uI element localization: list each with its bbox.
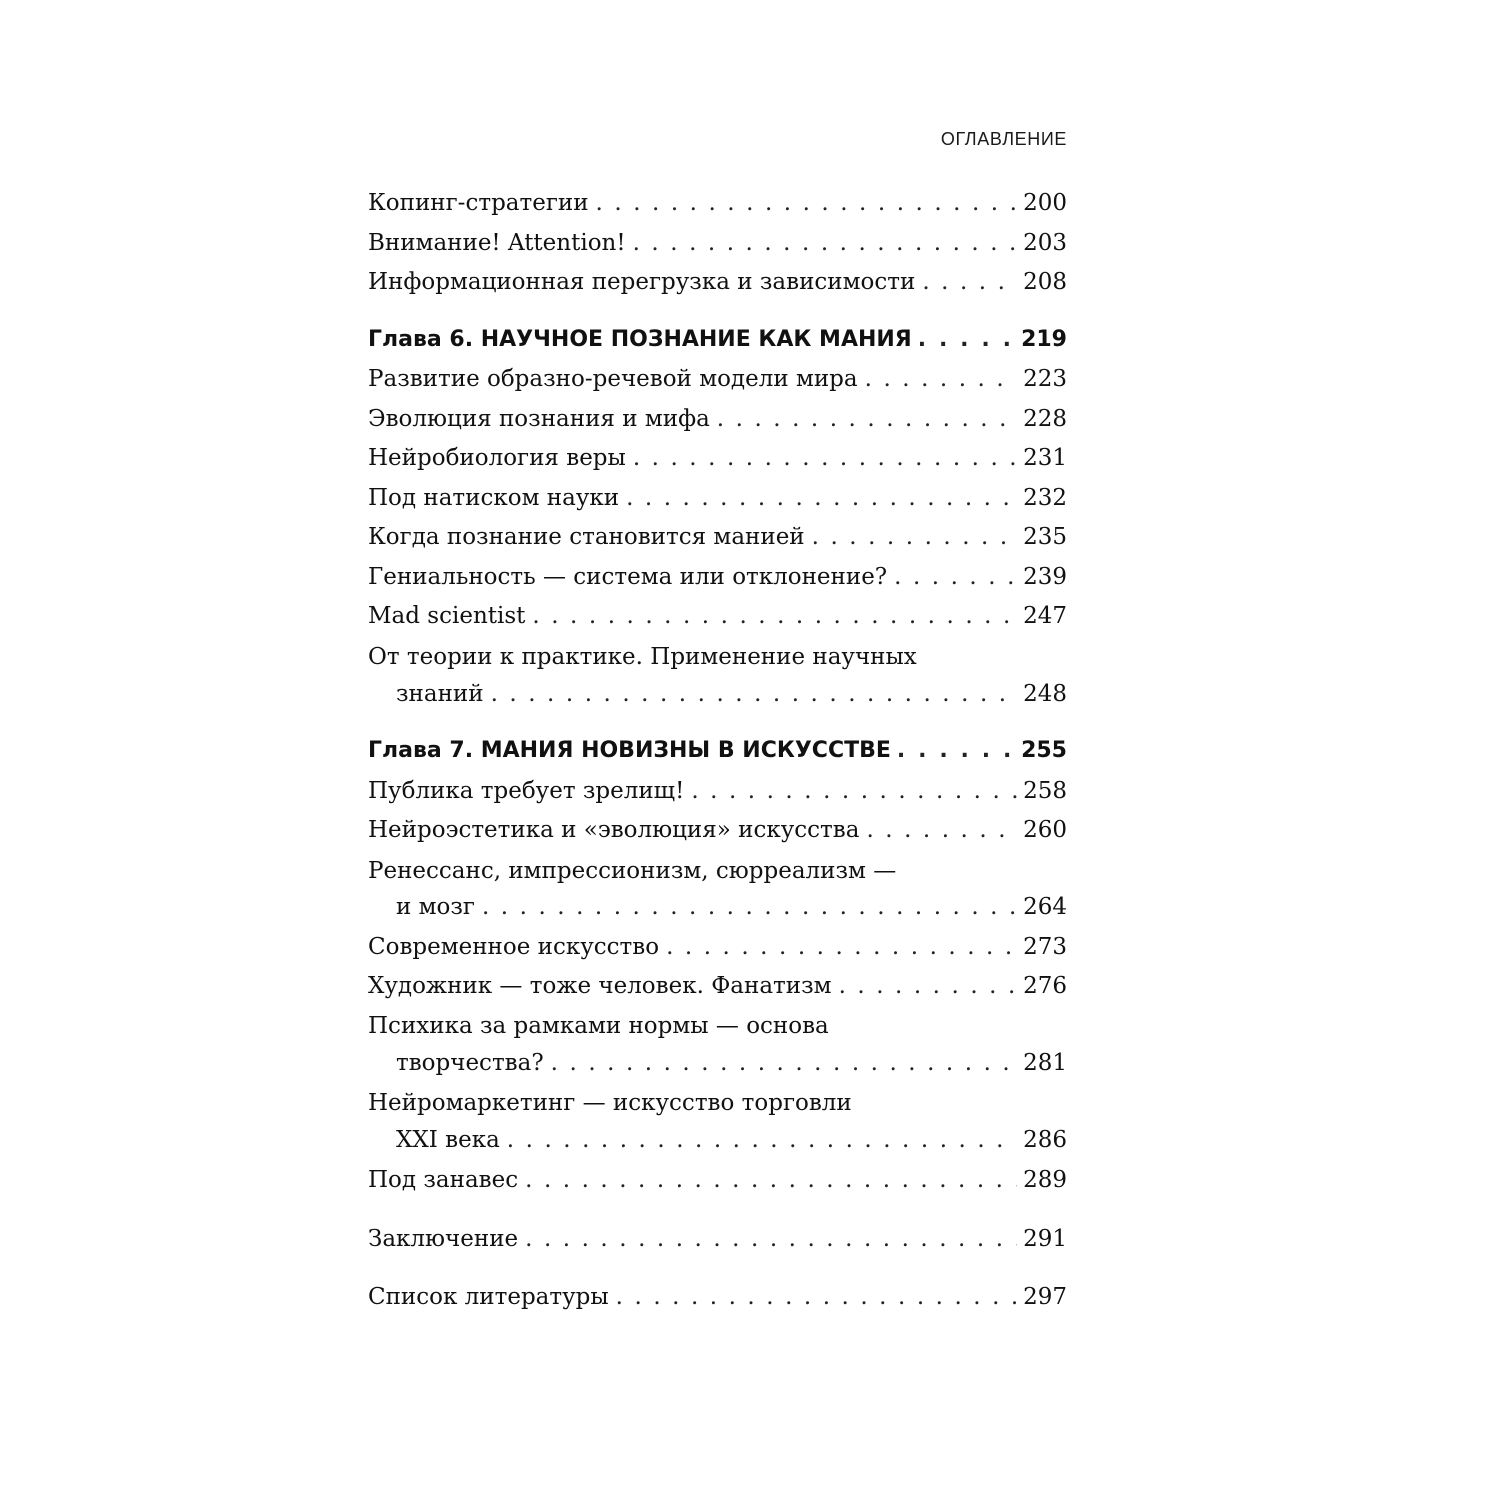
toc-entry-page: 289 <box>1023 1167 1067 1193</box>
toc-entry-title: Глава 6. НАУЧНОЕ ПОЗНАНИЕ КАК МАНИЯ <box>368 327 912 352</box>
toc-entry <box>368 562 1067 592</box>
toc-entry-title: Mad scientist <box>368 603 526 629</box>
toc-entry-page: 223 <box>1023 366 1067 392</box>
toc-entry-page: 232 <box>1023 485 1067 511</box>
toc-entry <box>368 267 1067 297</box>
toc-entry-title: Художник — тоже человек. Фанатизм <box>368 973 832 999</box>
toc-entry-title: Эволюция познания и мифа <box>368 406 710 432</box>
toc-entry-page: 258 <box>1023 778 1067 804</box>
dot-leader <box>865 364 1017 394</box>
dot-leader <box>491 679 1018 709</box>
toc-entry <box>368 601 1067 631</box>
toc-entry-page: 208 <box>1023 269 1067 295</box>
toc-entry-title: Публика требует зрелищ! <box>368 778 685 804</box>
toc-entry <box>368 483 1067 513</box>
toc-entry <box>368 1048 1067 1078</box>
toc-entry <box>368 188 1067 218</box>
dot-leader <box>897 736 1017 766</box>
toc-page <box>368 0 1067 1500</box>
toc-entry-title: Внимание! Attention! <box>368 230 626 256</box>
dot-leader <box>666 932 1017 962</box>
toc-entry-title: Глава 7. МАНИЯ НОВИЗНЫ В ИСКУССТВЕ <box>368 738 891 763</box>
toc-entry-title-line1: Ренессанс, импрессионизм, сюрреализм — <box>368 858 897 884</box>
dot-leader <box>691 776 1017 806</box>
toc-entry <box>368 522 1067 552</box>
dot-leader <box>633 228 1017 258</box>
toc-entry-page: 203 <box>1023 230 1067 256</box>
dot-leader <box>525 1224 1017 1254</box>
toc-entry-title-line2: знаний <box>396 681 484 707</box>
toc-entry-page: 281 <box>1023 1050 1067 1076</box>
toc-entry-title: Нейробиология веры <box>368 445 626 471</box>
toc-chapter-heading <box>368 736 1067 766</box>
toc-entry-title-line1: Нейромаркетинг — искусство торговли <box>368 1090 852 1116</box>
toc-entry <box>368 228 1067 258</box>
toc-entry-title: Современное искусство <box>368 934 660 960</box>
toc-entry-title: Гениальность — система или отклонение? <box>368 564 888 590</box>
toc-entry <box>368 776 1067 806</box>
toc-entry <box>368 971 1067 1001</box>
toc-entry-title-line1: Психика за рамками нормы — основа <box>368 1013 829 1039</box>
dot-leader <box>918 325 1017 355</box>
toc-entry-title: Под натиском науки <box>368 485 620 511</box>
toc-entry <box>368 1282 1067 1312</box>
toc-entry-title-line1: От теории к практике. Применение научных <box>368 644 917 670</box>
toc-entry <box>368 1224 1067 1254</box>
toc-entry-title: Список литературы <box>368 1284 609 1310</box>
dot-leader <box>596 188 1018 218</box>
toc-entry-page: 235 <box>1023 524 1067 550</box>
toc-entry-title-line2: и мозг <box>396 894 475 920</box>
dot-leader <box>482 892 1017 922</box>
toc-entry <box>368 932 1067 962</box>
toc-entry-page: 200 <box>1023 190 1067 216</box>
toc-entry <box>368 679 1067 709</box>
toc-entry <box>368 404 1067 434</box>
dot-leader <box>839 971 1018 1001</box>
toc-entry-page: 276 <box>1023 973 1067 999</box>
toc-entry <box>368 892 1067 922</box>
toc-entry-title: Заключение <box>368 1226 519 1252</box>
dot-leader <box>626 483 1017 513</box>
toc-entry <box>368 1125 1067 1155</box>
toc-entry-page: 264 <box>1023 894 1067 920</box>
toc-entry-title: Развитие образно-речевой модели мира <box>368 366 858 392</box>
toc-entry-page: 247 <box>1023 603 1067 629</box>
toc-entry-page: 239 <box>1023 564 1067 590</box>
toc-entry-title: Копинг-стратегии <box>368 190 589 216</box>
toc-entry-page: 291 <box>1023 1226 1067 1252</box>
toc-entry-page: 248 <box>1023 681 1067 707</box>
dot-leader <box>894 562 1017 592</box>
toc-entry <box>368 1165 1067 1195</box>
toc-entry-page: 273 <box>1023 934 1067 960</box>
dot-leader <box>922 267 1017 297</box>
dot-leader <box>812 522 1017 552</box>
toc-entry-page: 297 <box>1023 1284 1067 1310</box>
dot-leader <box>551 1048 1017 1078</box>
toc-entry-title: Информационная перегрузка и зависимости <box>368 269 916 295</box>
toc-entry-title-line2: творчества? <box>396 1050 544 1076</box>
dot-leader <box>616 1282 1017 1312</box>
toc-entry-title: Под занавес <box>368 1167 519 1193</box>
toc-entry <box>368 815 1067 845</box>
toc-entry-page: 231 <box>1023 445 1067 471</box>
toc-chapter-heading <box>368 325 1067 355</box>
toc-entry-page: 219 <box>1021 327 1067 352</box>
toc-entry <box>368 443 1067 473</box>
toc-entry-page: 255 <box>1021 738 1067 763</box>
toc-entry-page: 286 <box>1023 1127 1067 1153</box>
toc-entry-title: Когда познание становится манией <box>368 524 805 550</box>
dot-leader <box>507 1125 1017 1155</box>
toc-entry-page: 260 <box>1023 817 1067 843</box>
dot-leader <box>717 404 1017 434</box>
dot-leader <box>532 601 1017 631</box>
dot-leader <box>525 1165 1017 1195</box>
dot-leader <box>633 443 1017 473</box>
dot-leader <box>866 815 1017 845</box>
toc-entry-page: 228 <box>1023 406 1067 432</box>
toc-entry <box>368 364 1067 394</box>
running-head: ОГЛАВЛЕНИЕ <box>940 129 1067 149</box>
toc-entry-title: Нейроэстетика и «эволюция» искусства <box>368 817 860 843</box>
toc-entry-title-line2: XXI века <box>396 1127 500 1153</box>
